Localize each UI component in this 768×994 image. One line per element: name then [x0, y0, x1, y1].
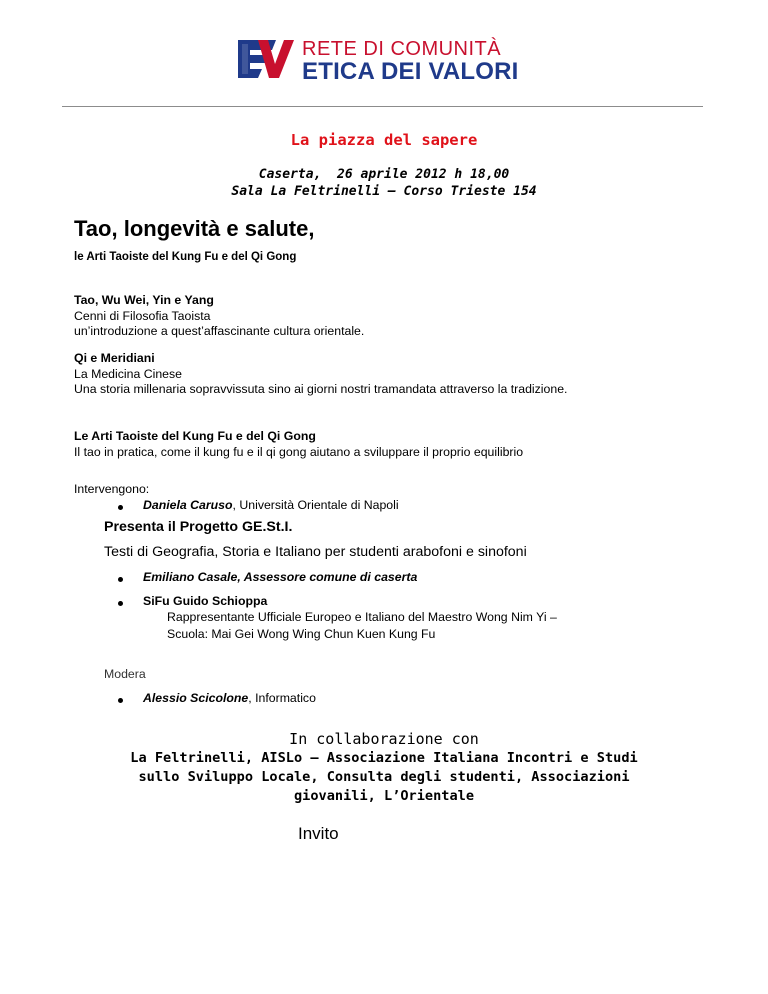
speaker-affiliation: , Università Orientale di Napoli [232, 498, 399, 512]
speaker-schioppa-role: Rappresentante Ufficiale Europeo e Italiano del Maestro Wong Nim Yi – [167, 610, 557, 624]
event-venue-line: Sala La Feltrinelli – Corso Trieste 154 [231, 184, 537, 199]
bullet-icon [118, 601, 123, 606]
event-title: La piazza del sapere [290, 131, 478, 149]
speaker-casale: Emiliano Casale, Assessore comune di caserta [143, 570, 418, 584]
invite-label: Invito [298, 824, 339, 843]
logo-text-top: RETE DI COMUNITÀ [302, 38, 502, 60]
section-line: La Medicina Cinese [74, 366, 183, 381]
section-title: Qi e Meridiani [74, 351, 155, 365]
header-divider [62, 106, 703, 107]
collaboration-line: giovanili, L’Orientale [293, 788, 475, 804]
bullet-icon [118, 577, 123, 582]
speaker-caruso [143, 498, 399, 512]
ev-logo-icon [236, 36, 296, 82]
speakers-intro: Intervengono: [74, 482, 150, 496]
section-line: Una storia millenaria sopravvissuta sino ai giorni nostri tramandata attraverso la tradizione. [74, 382, 568, 396]
collaboration-intro: In collaborazione con [289, 730, 479, 748]
section-tao [74, 293, 614, 340]
section-title: Le Arti Taoiste del Kung Fu e del Qi Gong [74, 429, 316, 443]
main-heading: Tao, longevità e salute, [74, 216, 315, 241]
section-line: un’introduzione a quest’affascinante cultura orientale. [74, 324, 365, 338]
section-qi [74, 351, 614, 398]
main-subheading: le Arti Taoiste del Kung Fu e del Qi Gong [74, 251, 297, 263]
logo-text-bottom: ETICA DEI VALORI [302, 58, 519, 85]
speaker-schioppa: SiFu Guido Schioppa [143, 594, 268, 608]
collaboration-partners [0, 749, 768, 806]
section-title: Tao, Wu Wei, Yin e Yang [74, 293, 214, 307]
moderator-affiliation: , Informatico [248, 691, 316, 705]
project-description: Testi di Geografia, Storia e Italiano per studenti arabofoni e sinofoni [104, 544, 527, 560]
section-arti [74, 429, 674, 460]
moderator-name: Alessio Scicolone [143, 691, 249, 705]
bullet-icon [118, 698, 123, 703]
event-date-line: Caserta, 26 aprile 2012 h 18,00 [258, 167, 510, 182]
collaboration-line: sullo Sviluppo Locale, Consulta degli studenti, Associazioni [138, 769, 630, 785]
section-line: Il tao in pratica, come il kung fu e il qi gong aiutano a sviluppare il proprio equilibrio [74, 444, 524, 459]
project-title: Presenta il Progetto GE.St.I. [104, 519, 293, 535]
section-line: Cenni di Filosofia Taoista [74, 308, 211, 323]
moderator-scicolone [143, 691, 316, 705]
speaker-name: Daniela Caruso [143, 498, 233, 512]
moderator-label: Modera [104, 667, 146, 681]
event-datetime [0, 166, 768, 200]
collaboration-line: La Feltrinelli, AISLo – Associazione Italiana Incontri e Studi [130, 750, 638, 766]
logo [236, 36, 536, 86]
speaker-schioppa-school: Scuola: Mai Gei Wong Wing Chun Kuen Kung Fu [167, 627, 436, 641]
bullet-icon [118, 505, 123, 510]
